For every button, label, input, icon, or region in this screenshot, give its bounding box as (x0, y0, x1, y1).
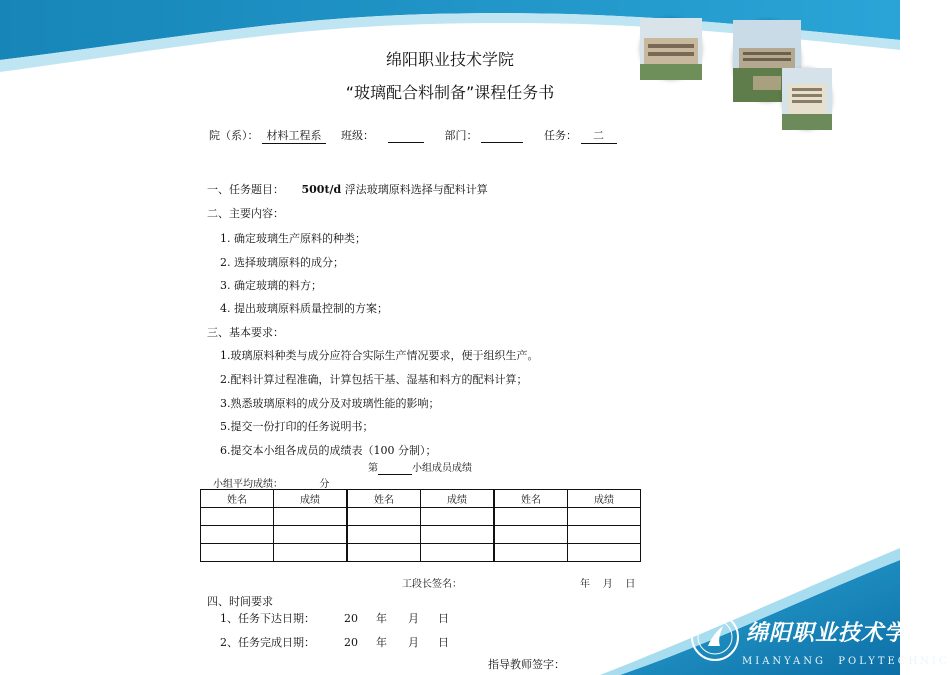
meta-line (209, 127, 617, 144)
school-title: 绵阳职业技术学院 (385, 50, 514, 69)
table-header-row (201, 490, 641, 508)
group-title-prefix: 第 (368, 463, 378, 474)
header-name: 姓名 (494, 490, 568, 508)
requirement-item: 3.熟悉玻璃原料的成分及对玻璃性能的影响； (220, 397, 440, 410)
school-emblem-icon (690, 612, 740, 662)
division-label: 部门： (444, 129, 478, 142)
section4-label: 四、时间要求 (207, 595, 273, 608)
logo-chinese-name: 绵阳职业技术学院 (746, 620, 931, 646)
group-number-blank (378, 463, 412, 475)
section3-label: 三、基本要求： (207, 326, 284, 339)
table-row (201, 544, 641, 562)
task-value: 二 (581, 127, 617, 144)
section1-label: 一、任务题目： (207, 183, 284, 196)
issue-date-row (220, 610, 449, 626)
table-row (201, 526, 641, 544)
header-name: 姓名 (201, 490, 274, 508)
requirement-item: 1.玻璃原料种类与成分应符合实际生产情况要求，便于组织生产。 (220, 349, 539, 362)
content-item: 2. 选择玻璃原料的成分； (220, 256, 344, 269)
content-item: 1. 确定玻璃生产原料的种类； (220, 232, 366, 245)
header-score: 成绩 (421, 490, 495, 508)
finish-date-label: 2、任务完成日期： (220, 636, 315, 649)
issue-date-label: 1、任务下达日期： (220, 612, 315, 625)
requirement-item: 2.配料计算过程准确，计算包括干基、湿基和料方的配料计算； (220, 373, 528, 386)
class-blank (388, 129, 424, 143)
content-item: 4. 提出玻璃原料质量控制的方案； (220, 302, 388, 315)
avg-unit: 分 (319, 479, 330, 490)
header-score: 成绩 (274, 490, 348, 508)
class-label: 班级： (341, 129, 374, 142)
teacher-signature: 指导教师签字： (488, 658, 565, 671)
dept-value: 材料工程系 (262, 127, 326, 144)
issue-year: 年 (376, 612, 387, 625)
course-title: “玻璃配合料制备”课程任务书 (345, 83, 555, 102)
logo-english-name: MIANYANG POLYTECHNIC (742, 656, 950, 667)
dept-label: 院（系）： (209, 129, 259, 142)
section2-label: 二、主要内容： (207, 207, 284, 220)
finish-day: 日 (438, 636, 449, 649)
division-blank (481, 129, 523, 143)
group-average (213, 475, 329, 490)
group-title-suffix: 小组成员成绩 (412, 463, 472, 474)
group-score-title (368, 459, 472, 475)
finish-date-row (220, 634, 449, 650)
section-task-topic (207, 181, 488, 197)
section1-capacity: 500t/d (301, 183, 342, 196)
school-logo (690, 612, 740, 662)
content-item: 3. 确定玻璃的料方； (220, 279, 322, 292)
issue-year-prefix: 20 (344, 612, 358, 625)
finish-month: 月 (408, 636, 419, 649)
table-row (201, 508, 641, 526)
header-name: 姓名 (347, 490, 421, 508)
header-score: 成绩 (568, 490, 641, 508)
finish-year-prefix: 20 (344, 636, 358, 649)
section1-title: 浮法玻璃原料选择与配料计算 (344, 183, 488, 196)
requirement-item: 6.提交本小组各成员的成绩表（100 分制）； (220, 444, 437, 457)
foreman-signature: 工段长签名： (402, 579, 462, 590)
issue-day: 日 (438, 612, 449, 625)
requirement-item: 5.提交一份打印的任务说明书； (220, 420, 374, 433)
score-table (200, 489, 641, 562)
avg-label: 小组平均成绩： (213, 479, 283, 490)
issue-month: 月 (408, 612, 419, 625)
signature-date: 年 月 日 (580, 579, 636, 590)
task-label: 任务： (544, 129, 577, 142)
finish-year: 年 (376, 636, 387, 649)
